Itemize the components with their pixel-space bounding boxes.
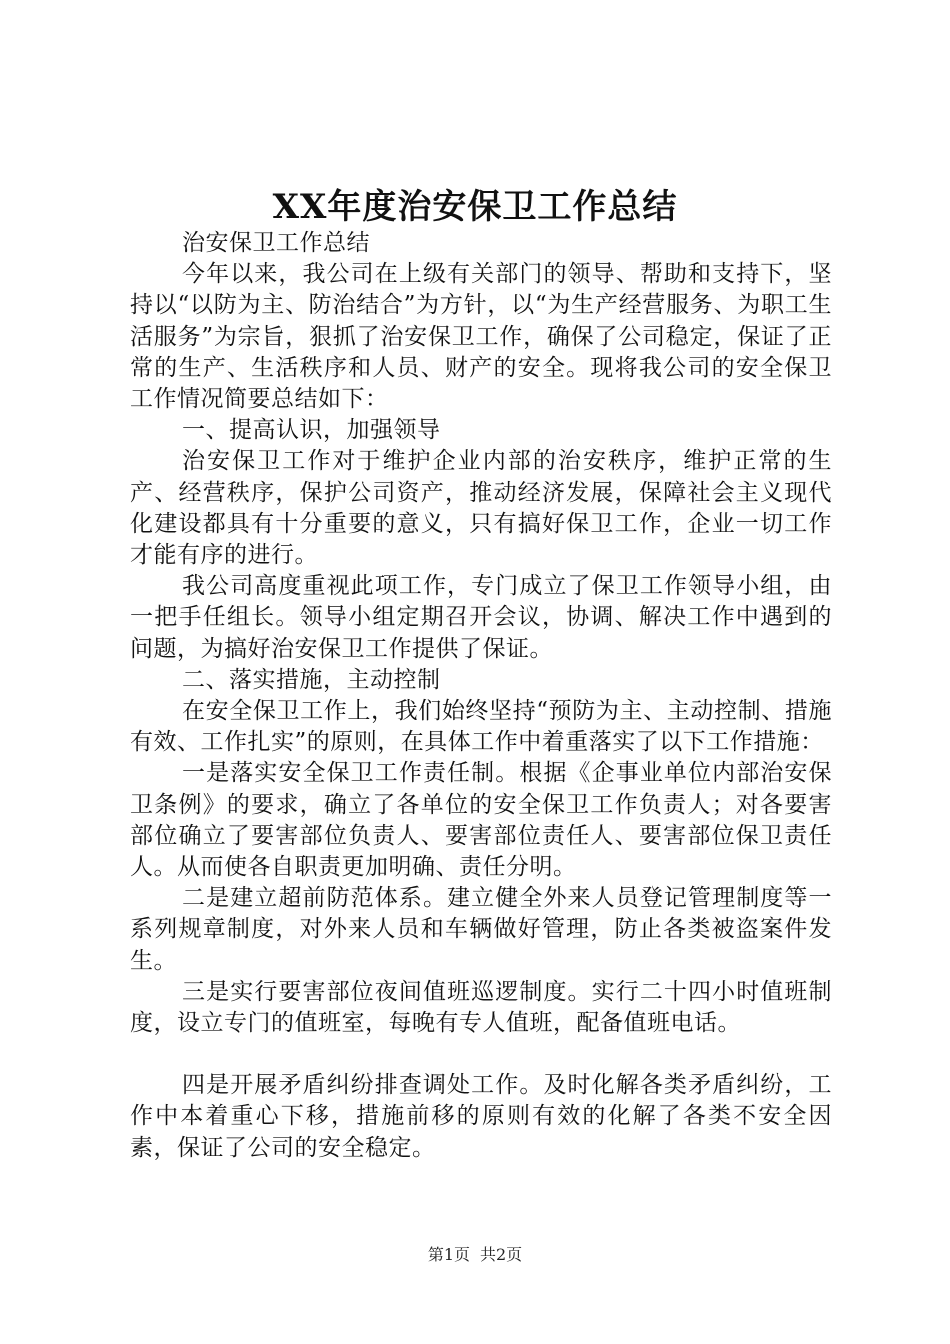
section-heading: 治安保卫工作总结 xyxy=(182,230,370,256)
body-paragraph: 治安保卫工作对于维护企业内部的治安秩序，维护正常的生产、经营秩序，保护公司资产，推动经济发展，保障社会主义现代化建设都具有十分重要的意义，只有搞好保卫工作，企业一切工作才能有序的进行。 xyxy=(130,448,832,569)
body-paragraph: 今年以来，我公司在上级有关部门的领导、帮助和支持下，坚持以“以防为主、防治结合”为方针，以“为生产经营服务、为职工生活服务”为宗旨，狠抓了治安保卫工作，确保了公司稳定，保证了正常的生产、生活秩序和人员、财产的安全。现将我公司的安全保卫工作情况简要总结如下： xyxy=(130,261,832,413)
body-paragraph: 在安全保卫工作上，我们始终坚持“预防为主、主动控制、措施有效、工作扎实”的原则，在具体工作中着重落实了以下工作措施： xyxy=(130,698,832,756)
body-paragraph: 二是建立超前防范体系。建立健全外来人员登记管理制度等一系列规章制度，对外来人员和车辆做好管理，防止各类被盗案件发生。 xyxy=(130,885,832,974)
body-paragraph: 四是开展矛盾纠纷排查调处工作。及时化解各类矛盾纠纷，工作中本着重心下移，措施前移的原则有效的化解了各类不安全因素，保证了公司的安全稳定。 xyxy=(130,1072,832,1161)
page-total: 共2页 xyxy=(480,1245,523,1264)
page-footer xyxy=(0,1243,950,1267)
section-heading: 一、提高认识，加强领导 xyxy=(182,417,441,444)
body-paragraph: 我公司高度重视此项工作，专门成立了保卫工作领导小组，由一把手任组长。领导小组定期召开会议，协调、解决工作中遇到的问题，为搞好治安保卫工作提供了保证。 xyxy=(130,573,832,662)
body-paragraph: 一是落实安全保卫工作责任制。根据《企事业单位内部治安保卫条例》的要求，确立了各单位的安全保卫工作负责人；对各要害部位确立了要害部位负责人、要害部位责任人、要害部位保卫责任人。从而使各自职责更加明确、责任分明。 xyxy=(130,760,832,881)
section-heading: 二、落实措施，主动控制 xyxy=(182,666,441,693)
document-title: XX年度治安保卫工作总结 xyxy=(272,187,678,227)
document-body xyxy=(130,228,832,1164)
body-paragraph: 三是实行要害部位夜间值班巡逻制度。实行二十四小时值班制度，设立专门的值班室，每晚有专人值班，配备值班电话。 xyxy=(130,978,832,1037)
page-number: 第1页 xyxy=(427,1245,470,1264)
